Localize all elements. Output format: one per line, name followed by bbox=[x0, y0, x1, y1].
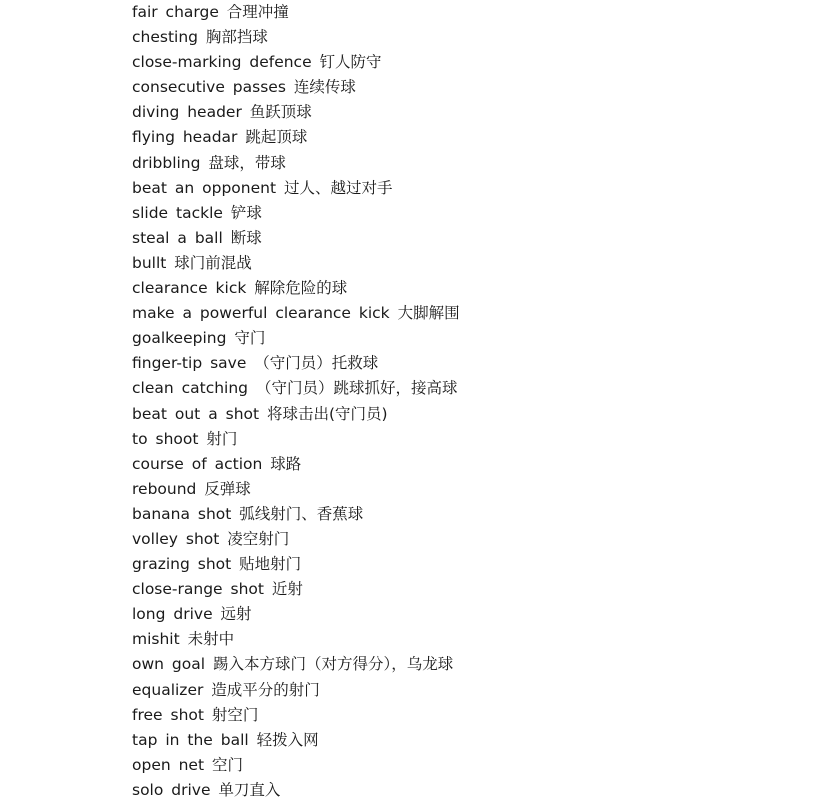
term-line: rebound 反弹球 bbox=[132, 479, 251, 498]
term-line: long drive 远射 bbox=[132, 605, 252, 624]
term-line: course of action 球路 bbox=[132, 454, 302, 473]
term-line: equalizer 造成平分的射门 bbox=[132, 680, 320, 699]
term-line: fair charge 合理冲撞 bbox=[132, 3, 289, 21]
term-line: beat an opponent 过人、越过对手 bbox=[132, 178, 393, 197]
term-line: chesting 胸部挡球 bbox=[132, 28, 268, 47]
term-line: goalkeeping 守门 bbox=[132, 329, 266, 348]
term-line: steal a ball 断球 bbox=[132, 228, 262, 247]
term-line: tap in the ball 轻拨入网 bbox=[132, 730, 319, 749]
term-line: clean catching （守门员）跳球抓好，接高球 bbox=[132, 379, 458, 398]
term-line: diving header 鱼跃顶球 bbox=[132, 103, 312, 122]
term-line: banana shot 弧线射门、香蕉球 bbox=[132, 504, 364, 523]
term-line: flying headar 跳起顶球 bbox=[132, 128, 308, 147]
term-line: dribbling 盘球，带球 bbox=[132, 153, 286, 172]
term-line: make a powerful clearance kick 大脚解围 bbox=[132, 304, 460, 323]
term-line: to shoot 射门 bbox=[132, 429, 238, 448]
term-line: slide tackle 铲球 bbox=[132, 203, 262, 222]
term-line: open net 空门 bbox=[132, 755, 243, 774]
term-line: volley shot 凌空射门 bbox=[132, 529, 290, 548]
term-line: bullt 球门前混战 bbox=[132, 253, 252, 272]
football-terms-list bbox=[132, 0, 460, 803]
term-line: free shot 射空门 bbox=[132, 705, 259, 724]
term-line: own goal 踢入本方球门（对方得分），乌龙球 bbox=[132, 655, 454, 674]
term-line: mishit 未射中 bbox=[132, 630, 235, 649]
term-line: grazing shot 贴地射门 bbox=[132, 555, 302, 574]
term-line: finger-tip save （守门员）托救球 bbox=[132, 354, 379, 373]
term-line: close-range shot 近射 bbox=[132, 580, 303, 599]
term-line: solo drive 单刀直入 bbox=[132, 780, 281, 799]
term-line: clearance kick 解除危险的球 bbox=[132, 279, 348, 298]
term-line: consecutive passes 连续传球 bbox=[132, 78, 356, 97]
term-line: close-marking defence 钉人防守 bbox=[132, 53, 382, 72]
term-line: beat out a shot 将球击出(守门员) bbox=[132, 404, 388, 423]
